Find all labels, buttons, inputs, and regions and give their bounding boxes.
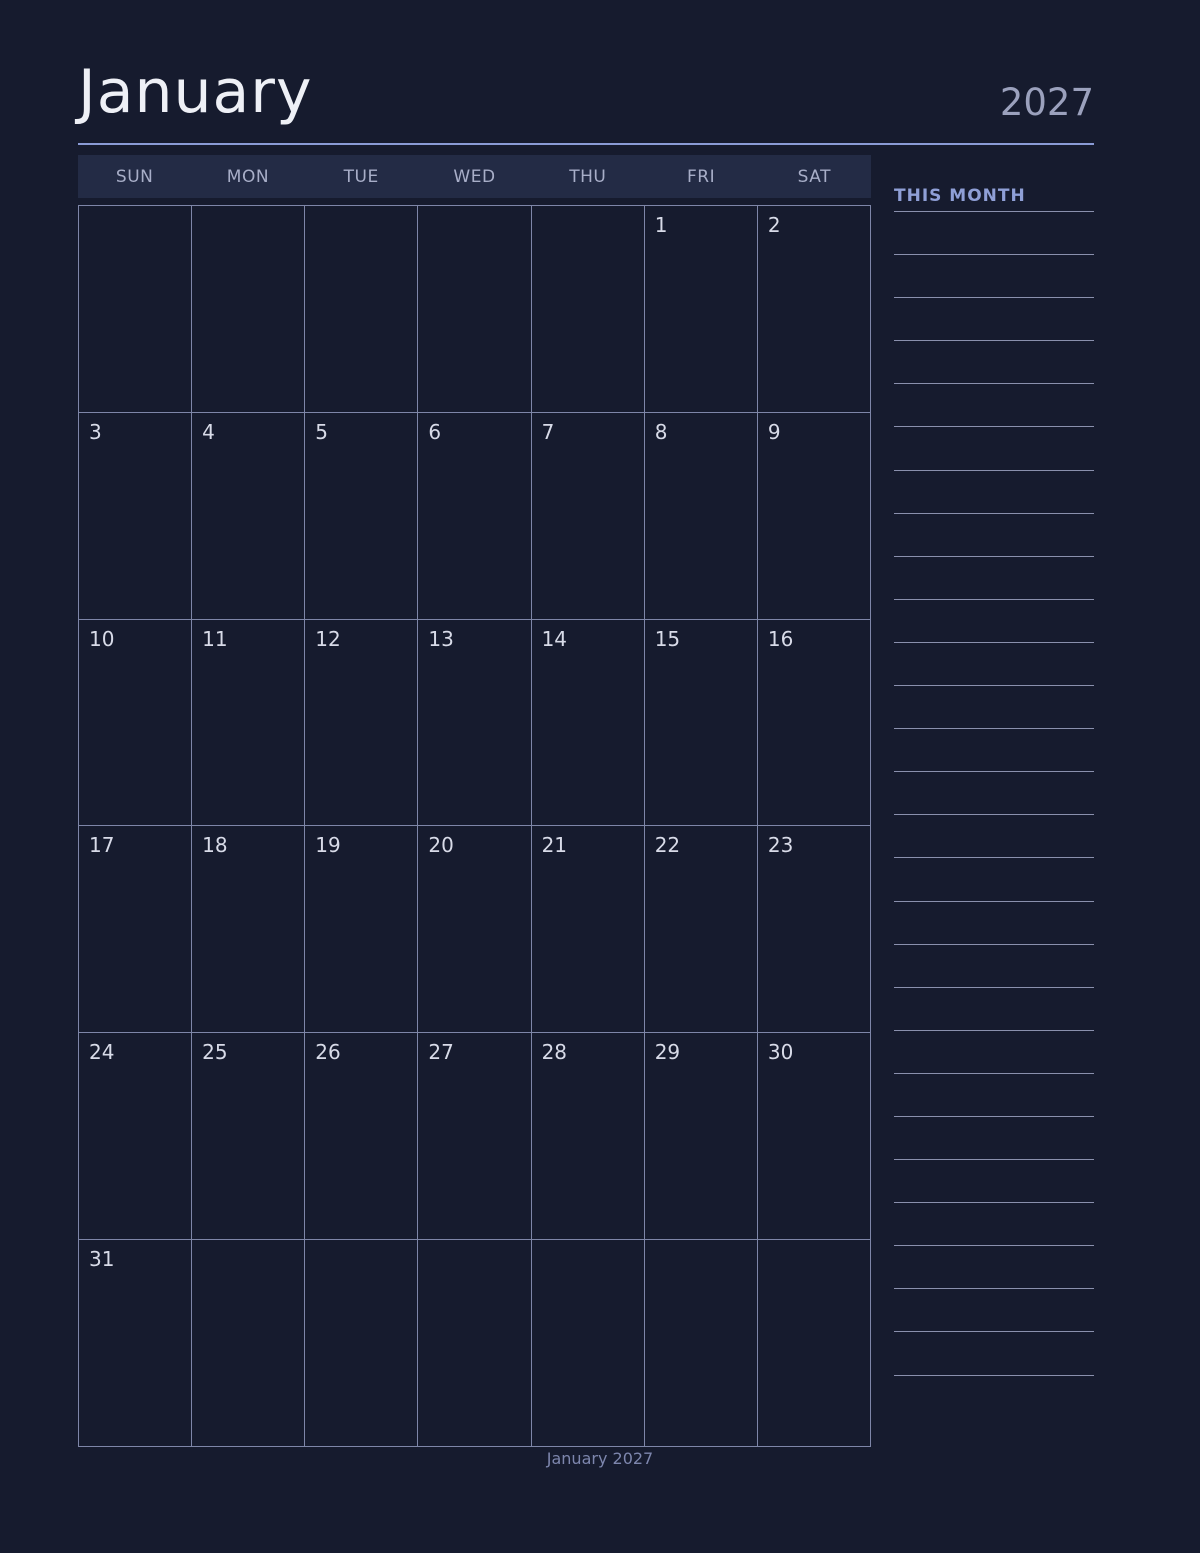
weekday-label: WED <box>453 167 496 187</box>
day-number: 28 <box>541 1040 568 1065</box>
day-cell[interactable] <box>192 1033 305 1240</box>
day-cell[interactable] <box>305 206 418 413</box>
day-cell[interactable] <box>645 413 758 620</box>
day-number: 11 <box>202 626 228 651</box>
day-cell[interactable] <box>758 413 871 620</box>
note-line[interactable] <box>894 642 1094 643</box>
day-number: 30 <box>767 1040 794 1065</box>
day-number: 21 <box>541 833 568 858</box>
day-cell[interactable] <box>305 413 418 620</box>
note-line[interactable] <box>894 771 1094 772</box>
note-line[interactable] <box>894 556 1094 557</box>
day-number: 17 <box>89 833 115 858</box>
day-cell[interactable] <box>758 1033 871 1240</box>
day-cell[interactable] <box>532 1240 645 1447</box>
note-line[interactable] <box>894 814 1094 815</box>
day-number: 5 <box>315 419 329 444</box>
note-line[interactable] <box>894 1331 1094 1332</box>
day-cell[interactable] <box>192 206 305 413</box>
note-line[interactable] <box>894 1116 1094 1117</box>
day-number: 10 <box>89 626 115 651</box>
day-number: 9 <box>767 419 781 444</box>
day-number: 4 <box>202 419 215 444</box>
day-cell[interactable] <box>758 620 871 827</box>
day-cell[interactable] <box>418 826 531 1033</box>
day-number: 14 <box>541 626 568 651</box>
note-line[interactable] <box>894 1202 1094 1203</box>
weekday-label: SUN <box>115 167 154 187</box>
note-line[interactable] <box>894 1073 1094 1074</box>
day-cell[interactable] <box>79 1033 192 1240</box>
day-number: 31 <box>89 1247 115 1272</box>
note-line[interactable] <box>894 513 1094 514</box>
day-number: 18 <box>202 833 228 858</box>
note-line[interactable] <box>894 254 1094 255</box>
note-line[interactable] <box>894 1159 1094 1160</box>
day-number: 26 <box>315 1040 341 1065</box>
note-line[interactable] <box>894 1288 1094 1289</box>
weekday-label: SAT <box>797 167 831 187</box>
day-cell[interactable] <box>758 826 871 1033</box>
day-cell[interactable] <box>79 413 192 620</box>
day-cell[interactable] <box>418 1033 531 1240</box>
day-number: 6 <box>428 419 442 444</box>
note-line[interactable] <box>894 340 1094 341</box>
day-cell[interactable] <box>532 206 645 413</box>
day-number: 19 <box>315 833 341 858</box>
day-cell[interactable] <box>79 620 192 827</box>
day-number: 24 <box>89 1040 115 1065</box>
day-cell[interactable] <box>645 1240 758 1447</box>
day-cell[interactable] <box>532 1033 645 1240</box>
day-cell[interactable] <box>79 826 192 1033</box>
month-title: January <box>78 57 313 127</box>
day-cell[interactable] <box>532 413 645 620</box>
note-line[interactable] <box>894 426 1094 427</box>
note-line[interactable] <box>894 297 1094 298</box>
page-footer: January 2027 <box>546 1449 654 1468</box>
weekday-label: MON <box>226 167 270 187</box>
note-line[interactable] <box>894 211 1094 212</box>
note-line[interactable] <box>894 1245 1094 1246</box>
note-line[interactable] <box>894 1375 1094 1376</box>
note-line[interactable] <box>894 987 1094 988</box>
day-cell[interactable] <box>645 620 758 827</box>
day-cell[interactable] <box>418 206 531 413</box>
note-line[interactable] <box>894 470 1094 471</box>
note-line[interactable] <box>894 944 1094 945</box>
day-number: 3 <box>89 419 102 444</box>
day-cell[interactable] <box>758 206 871 413</box>
day-number: 20 <box>428 833 454 858</box>
day-number: 15 <box>654 626 681 651</box>
day-cell[interactable] <box>192 413 305 620</box>
weekday-label: FRI <box>686 167 716 187</box>
note-line[interactable] <box>894 728 1094 729</box>
day-number: 12 <box>315 626 341 651</box>
note-line[interactable] <box>894 857 1094 858</box>
day-cell[interactable] <box>645 1033 758 1240</box>
year-title: 2027 <box>999 81 1094 124</box>
day-number: 2 <box>767 213 781 237</box>
notes-heading: THIS MONTH <box>894 186 1026 206</box>
day-cell[interactable] <box>192 620 305 827</box>
note-line[interactable] <box>894 685 1094 686</box>
day-number: 25 <box>202 1040 228 1065</box>
day-cell[interactable] <box>79 1240 192 1447</box>
day-cell[interactable] <box>305 826 418 1033</box>
day-cell[interactable] <box>192 1240 305 1447</box>
day-number: 16 <box>767 626 794 651</box>
day-cell[interactable] <box>305 1240 418 1447</box>
day-cell[interactable] <box>758 1240 871 1447</box>
note-line[interactable] <box>894 383 1094 384</box>
day-number: 8 <box>654 419 668 444</box>
day-cell[interactable] <box>305 1033 418 1240</box>
weekday-header-bar <box>78 155 871 198</box>
weekday-label: THU <box>569 167 607 187</box>
day-cell[interactable] <box>79 206 192 413</box>
day-number: 29 <box>654 1040 681 1065</box>
day-cell[interactable] <box>532 620 645 827</box>
day-cell[interactable] <box>532 826 645 1033</box>
note-line[interactable] <box>894 1030 1094 1031</box>
weekday-label: TUE <box>343 167 379 187</box>
day-cell[interactable] <box>645 206 758 413</box>
day-number: 7 <box>541 419 555 444</box>
day-cell[interactable] <box>418 413 531 620</box>
day-number: 27 <box>428 1040 454 1065</box>
day-cell[interactable] <box>192 826 305 1033</box>
day-number: 13 <box>428 626 454 651</box>
notes-lines <box>894 211 1094 1418</box>
day-number: 23 <box>767 833 794 858</box>
day-cell[interactable] <box>645 826 758 1033</box>
note-line[interactable] <box>894 599 1094 600</box>
note-line[interactable] <box>894 901 1094 902</box>
title-divider <box>78 143 1094 145</box>
day-number: 22 <box>654 833 681 858</box>
day-number: 1 <box>654 213 668 237</box>
day-cell[interactable] <box>418 620 531 827</box>
calendar-grid <box>78 205 871 1447</box>
day-cell[interactable] <box>305 620 418 827</box>
day-cell[interactable] <box>418 1240 531 1447</box>
